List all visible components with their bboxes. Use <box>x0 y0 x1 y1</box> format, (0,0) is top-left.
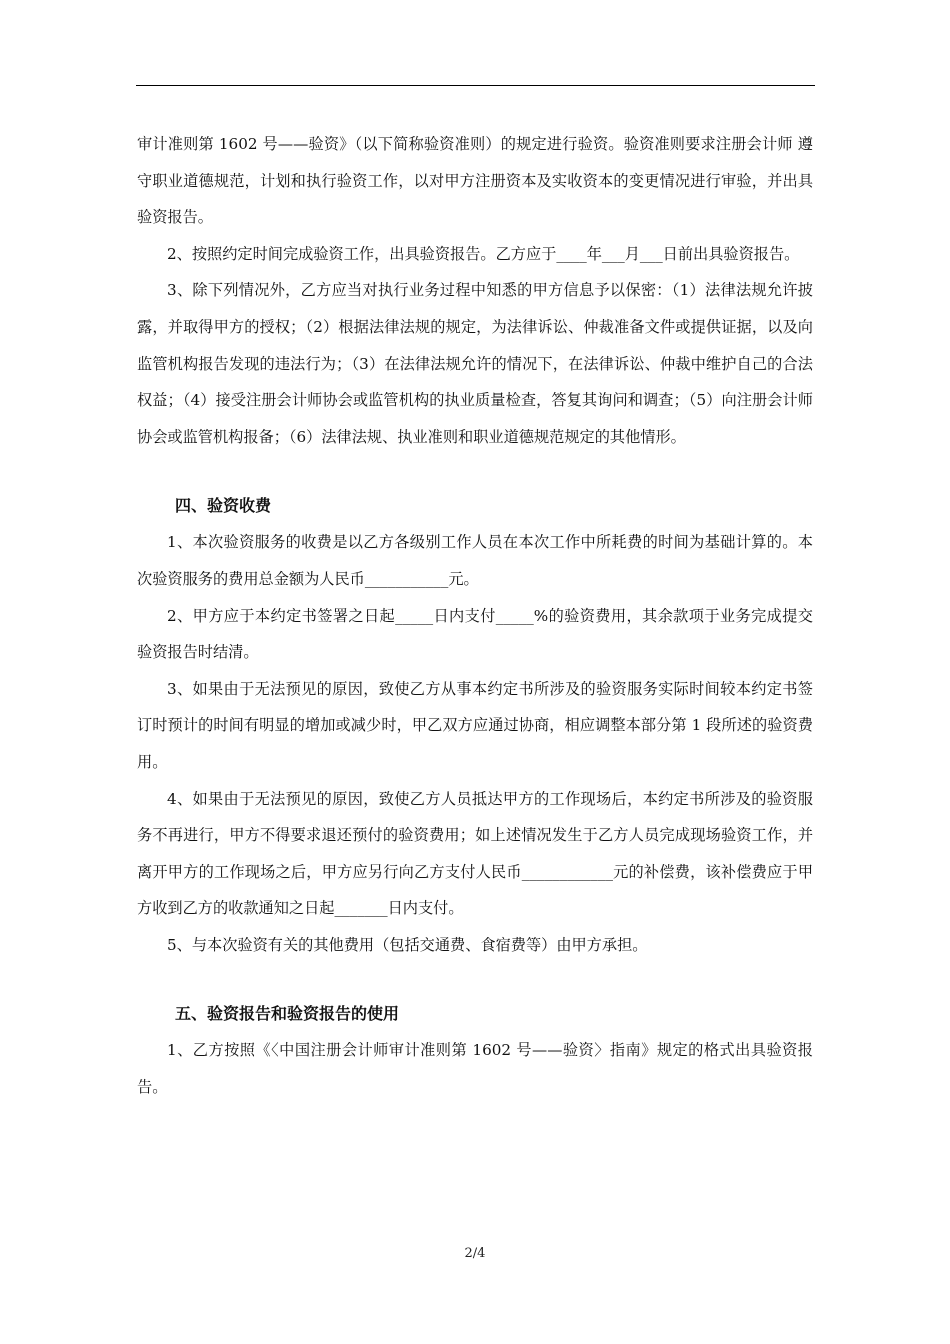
page-number: 2/4 <box>464 1246 486 1261</box>
clause-3: 3、除下列情况外，乙方应当对执行业务过程中知悉的甲方信息予以保密：（1）法律法规允许披露，并取得甲方的授权；（2）根据法律法规的规定，为法律诉讼、仲裁准备文件或提供证据，以及向监管机构报告发现的违法行为；（3）在法律法规允许的情况下，在法律诉讼、仲裁中维护自己的合法权益；（4）接受注册会计师协会或监管机构的执业质量检查，答复其询问和调查；（5）向注册会计师协会或监管机构报备；（6）法律法规、执业准则和职业道德规范规定的其他情形。 <box>137 281 813 446</box>
section-4-heading: 四、验资收费 <box>175 496 272 516</box>
clause-2: 2、按照约定时间完成验资工作，出具验资报告。乙方应于____年___月___日前出具验资报告。 <box>167 244 800 263</box>
section-4-item-1: 1、本次验资服务的收费是以乙方各级别工作人员在本次工作中所耗费的时间为基础计算的。本次验资服务的费用总金额为人民币___________元。 <box>137 533 813 588</box>
document-body <box>137 126 813 1106</box>
header-rule <box>136 85 815 86</box>
continuation-paragraph: 审计准则第 1602 号——验资》（以下简称验资准则）的规定进行验资。验资准则要求注册会计师 遵守职业道德规范，计划和执行验资工作，以对甲方注册资本及实收资本的变更情况进行审验，并出具验资报告。 <box>137 135 813 227</box>
section-5-heading: 五、验资报告和验资报告的使用 <box>175 1004 400 1024</box>
section-5-item-1: 1、乙方按照《〈中国注册会计师审计准则第 1602 号——验资〉指南》规定的格式出具验资报告。 <box>137 1041 813 1097</box>
section-4-item-4: 4、如果由于无法预见的原因，致使乙方人员抵达甲方的工作现场后，本约定书所涉及的验资服务不再进行，甲方不得要求退还预付的验资费用；如上述情况发生于乙方人员完成现场验资工作，并离开甲方的工作现场之后，甲方应另行向乙方支付人民币____________元的补偿费，该补偿费应于甲方收到乙方的收款通知之日起_______日内支付。 <box>137 789 813 918</box>
section-4-item-5: 5、与本次验资有关的其他费用（包括交通费、食宿费等）由甲方承担。 <box>167 935 648 954</box>
section-4-item-2: 2、甲方应于本约定书签署之日起_____日内支付_____%的验资费用，其余款项于业务完成提交验资报告时结清。 <box>137 606 813 662</box>
section-4-item-3: 3、如果由于无法预见的原因，致使乙方从事本约定书所涉及的验资服务实际时间较本约定书签订时预计的时间有明显的增加或减少时，甲乙双方应通过协商，相应调整本部分第 1 段所述的验资费用。 <box>137 679 813 771</box>
